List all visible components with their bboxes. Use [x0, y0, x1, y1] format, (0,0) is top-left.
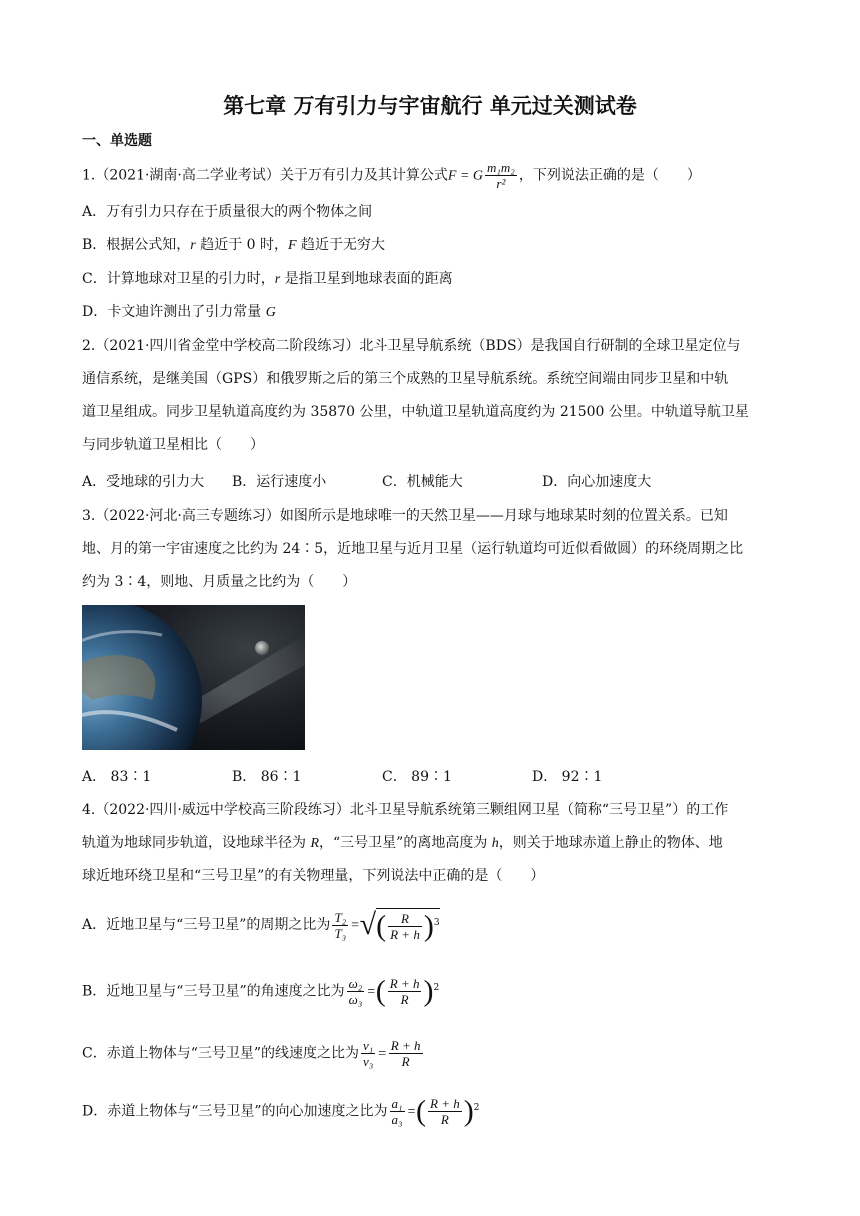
- sqrt-symbol: √: [359, 908, 377, 941]
- moon-shape: [255, 641, 269, 655]
- q2-line-3: 道卫星组成。同步卫星轨道高度约为 35870 公里，中轨道卫星轨道高度约为 21500 公里。中轨道导航卫星: [82, 404, 749, 420]
- q3-line-1: 3.（2022·河北·高三专题练习）如图所示是地球唯一的天然卫星——月球与地球某时刻的位置关系。已知: [82, 508, 728, 524]
- q1-option-c: C．计算地球对卫星的引力时，r 是指卫星到地球表面的距离: [82, 271, 453, 287]
- q2-option-d: D．向心加速度大: [542, 474, 652, 490]
- q2-option-c: C．机械能大: [382, 474, 463, 490]
- q2-options: [82, 471, 651, 491]
- q1-option-d: D．卡文迪许测出了引力常量 G: [82, 304, 276, 320]
- q4-line-2: 轨道为地球同步轨道，设地球半径为 R，“三号卫星”的离地高度为 h，则关于地球赤道上静止的物体、地: [82, 835, 723, 851]
- page-title: 第七章 万有引力与宇宙航行 单元过关测试卷: [223, 94, 637, 118]
- q3-option-d: D． 92∶1: [532, 769, 603, 785]
- q2-line-4: 与同步轨道卫星相比（ ）: [82, 437, 264, 453]
- q3-option-b: B． 86∶1: [232, 769, 302, 785]
- q1-stem: 1.（2021·湖南·高二学业考试）关于万有引力及其计算公式F = G $\frac{\text{m₁m₂}}{\text{r²}}$ ，下列说法正确的是（ ）: [82, 160, 701, 191]
- q4-option-a: A．近地卫星与“三号卫星”的周期之比为 $\frac{\text{T₂}}{\text{T₃}}$ =√( $\frac{R}{R + h}$ )$^3$: [82, 908, 440, 943]
- q1-formula-lhs: F = G: [447, 168, 483, 184]
- q2-option-b: B．运行速度小: [232, 474, 327, 490]
- q1-option-a: A．万有引力只存在于质量很大的两个物体之间: [82, 204, 373, 220]
- q2-option-a: A．受地球的引力大: [82, 474, 205, 490]
- q1-formula-fraction: $\frac{\text{m₁m₂}}{\text{r²}}$: [487, 160, 515, 191]
- q3-line-3: 约为 3∶4，则地、月质量之比约为（ ）: [82, 574, 357, 590]
- q3-line-2: 地、月的第一宇宙速度之比约为 24∶5，近地卫星与近月卫星（运行轨道均可近似看做圆）的环绕周期之比: [82, 541, 744, 557]
- q2-line-1: 2.（2021·四川省金堂中学校高二阶段练习）北斗卫星导航系统（BDS）是我国自行研制的全球卫星定位与: [82, 338, 741, 354]
- earth-moon-image: [82, 605, 305, 750]
- q3-option-a: A． 83∶1: [82, 769, 152, 785]
- q4-line-3: 球近地环绕卫星和“三号卫星”的有关物理量，下列说法中正确的是（ ）: [82, 868, 545, 884]
- q3-option-c: C． 89∶1: [382, 769, 452, 785]
- q4-option-c: C．赤道上物体与“三号卫星”的线速度之比为 $\frac{\text{v₁}}{\text{v₃}}$ = $\frac{R + h}{R}$: [82, 1038, 421, 1069]
- q4-option-b: B．近地卫星与“三号卫星”的角速度之比为 $\frac{\text{ω₂}}{\text{ω₃}}$ =( $\frac{R + h}{R}$ )$^2$: [82, 974, 440, 1008]
- q4-option-d: D．赤道上物体与“三号卫星”的向心加速度之比为 $\frac{\text{a₁}}{\text{a₃}}$ =( $\frac{R + h}{R}$ )$^2$: [82, 1094, 480, 1128]
- q4-line-1: 4.（2022·四川·威远中学校高三阶段练习）北斗卫星导航系统第三颗组网卫星（简称“三号卫星”）的工作: [82, 802, 729, 818]
- q1-option-b: B．根据公式知，r 趋近于 0 时，F 趋近于无穷大: [82, 237, 386, 253]
- q3-options: [82, 766, 602, 786]
- section-heading: 一、单选题: [82, 133, 152, 149]
- q2-line-2: 通信系统，是继美国（GPS）和俄罗斯之后的第三个成熟的卫星导航系统。系统空间端由同步卫星和中轨: [82, 371, 729, 387]
